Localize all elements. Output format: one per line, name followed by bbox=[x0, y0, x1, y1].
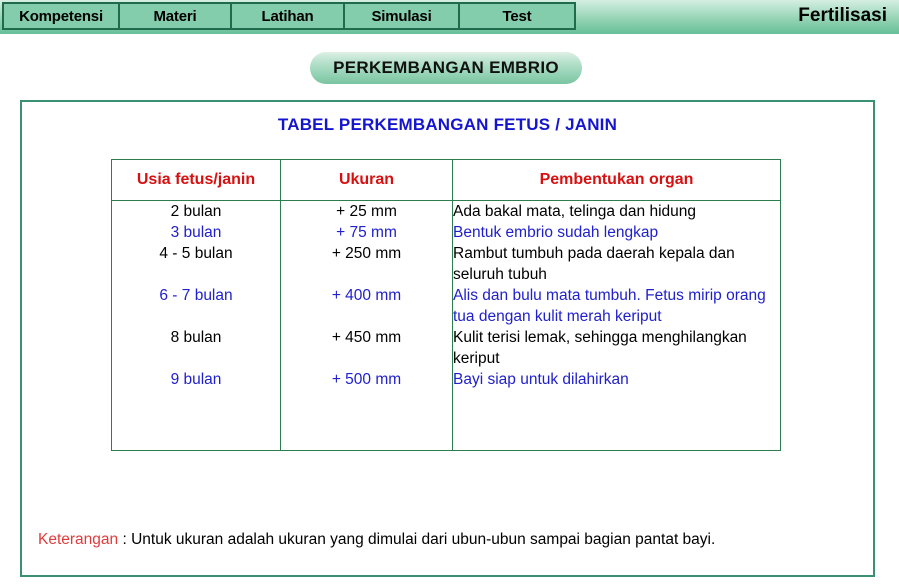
table-row bbox=[112, 369, 781, 390]
cell-age: 4 - 5 bulan bbox=[112, 243, 281, 285]
page-title: Fertilisasi bbox=[798, 5, 887, 26]
tab-kompetensi-label: Kompetensi bbox=[19, 7, 103, 25]
column-header-age: Usia fetus/janin bbox=[112, 160, 281, 201]
tab-latihan[interactable] bbox=[230, 2, 345, 30]
cell-age: 8 bulan bbox=[112, 327, 281, 369]
table-header bbox=[112, 160, 781, 201]
filler-cell bbox=[112, 390, 281, 451]
table-row bbox=[112, 222, 781, 243]
fetus-development-table bbox=[111, 159, 781, 451]
cell-organ: Alis dan bulu mata tumbuh. Fetus mirip orang tua dengan kulit merah keriput bbox=[453, 285, 781, 327]
column-header-size: Ukuran bbox=[281, 160, 453, 201]
cell-organ: Rambut tumbuh pada daerah kepala dan seluruh tubuh bbox=[453, 243, 781, 285]
footnote bbox=[38, 530, 861, 550]
section-badge bbox=[310, 52, 582, 84]
tab-materi[interactable] bbox=[118, 2, 232, 30]
column-header-organ: Pembentukan organ bbox=[453, 160, 781, 201]
navigation-tab-strip bbox=[2, 2, 574, 30]
footnote-label: Keterangan bbox=[38, 531, 119, 548]
cell-size: + 500 mm bbox=[281, 369, 453, 390]
tab-simulasi[interactable] bbox=[343, 2, 460, 30]
tab-kompetensi[interactable] bbox=[2, 2, 120, 30]
cell-size: + 25 mm bbox=[281, 201, 453, 223]
table-row bbox=[112, 285, 781, 327]
table-filler-row bbox=[112, 390, 781, 451]
section-badge-label: PERKEMBANGAN EMBRIO bbox=[333, 58, 559, 77]
content-panel bbox=[20, 100, 875, 577]
cell-age: 2 bulan bbox=[112, 201, 281, 223]
tab-test[interactable] bbox=[458, 2, 576, 30]
filler-cell bbox=[453, 390, 781, 451]
cell-size: + 450 mm bbox=[281, 327, 453, 369]
footnote-text: : Untuk ukuran adalah ukuran yang dimulai dari ubun-ubun sampai bagian pantat bayi. bbox=[118, 531, 716, 548]
cell-organ: Bentuk embrio sudah lengkap bbox=[453, 222, 781, 243]
table-row bbox=[112, 327, 781, 369]
top-header-bar bbox=[0, 0, 899, 34]
cell-organ: Ada bakal mata, telinga dan hidung bbox=[453, 201, 781, 223]
filler-cell bbox=[281, 390, 453, 451]
tab-materi-label: Materi bbox=[153, 7, 197, 25]
cell-age: 6 - 7 bulan bbox=[112, 285, 281, 327]
cell-age: 9 bulan bbox=[112, 369, 281, 390]
table-body bbox=[112, 201, 781, 451]
tab-test-label: Test bbox=[502, 7, 532, 25]
table-row bbox=[112, 243, 781, 285]
table-row bbox=[112, 201, 781, 223]
tab-simulasi-label: Simulasi bbox=[371, 7, 432, 25]
cell-organ: Bayi siap untuk dilahirkan bbox=[453, 369, 781, 390]
cell-size: + 400 mm bbox=[281, 285, 453, 327]
table-title: TABEL PERKEMBANGAN FETUS / JANIN bbox=[277, 115, 618, 134]
tab-latihan-label: Latihan bbox=[261, 7, 314, 25]
cell-organ: Kulit terisi lemak, sehingga menghilangkan keriput bbox=[453, 327, 781, 369]
cell-size: + 250 mm bbox=[281, 243, 453, 285]
cell-age: 3 bulan bbox=[112, 222, 281, 243]
cell-size: + 75 mm bbox=[281, 222, 453, 243]
table-header-row bbox=[112, 160, 781, 201]
